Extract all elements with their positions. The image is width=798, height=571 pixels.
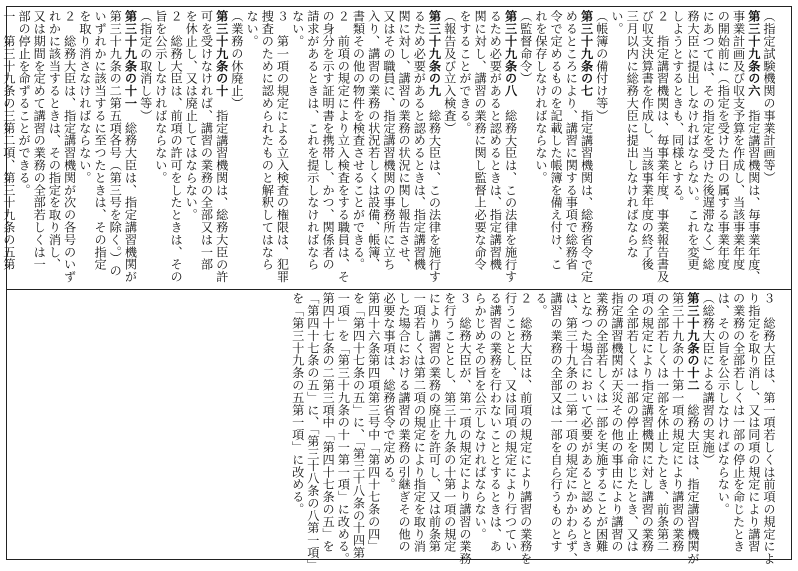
article-number: 第三十九条の十一 [123,10,138,110]
text-line [563,10,578,272]
text-line [654,292,669,554]
text-line [761,292,776,565]
text-line [442,10,457,272]
line-text: び収支決算書を作成し、当該事業年度の終了後 [640,10,655,271]
text-line [594,10,609,272]
line-text: ない。 [290,10,305,48]
text-line [715,10,730,272]
line-text: 令で定めるものを記載した帳簿を備え付け、こ [549,10,564,271]
line-text: 一項」を「第三十九条の十一第一項」に改める。 [336,292,351,565]
line-text: 指定講習機関は、総務省令で定 [579,109,594,283]
line-text: い。 [609,10,624,35]
line-text: 講習の業務の全部又は一部を自ら行うものとす [549,292,564,553]
line-text: 項の規定により指定講習機関に対し講習の業務 [640,292,655,553]
line-text: 又はその職員に、指定講習機関の事務所に立ち [381,10,396,271]
text-line [563,292,579,565]
line-text: 第三十九条の二第五項各号（第三号を除く。）の [108,10,123,277]
horizontal-divider [7,289,791,290]
line-text: 「第四十七条の五」に、「第三十八条の八第一項」 [305,292,320,571]
text-line [137,10,152,272]
line-text: り指定を取り消し、又は同項の規定により講習 [746,292,761,553]
text-line [198,10,213,272]
line-text: れを保存しなければならない。 [533,10,548,184]
line-text: ２ 前項の規定により立入検査をする職員は、そ [336,10,351,283]
text-line [533,292,548,554]
line-text: （指定試験機関の事業計画等） [762,10,776,184]
text-line [411,10,426,272]
line-text: 書類その他の物件を検査させることができる。 [351,10,366,271]
text-line [700,292,715,554]
article-number: 第三十九条の七 [579,10,594,97]
line-text: 旨を公示しなければならない。 [153,10,168,184]
line-text: 入り、講習の業務の状況若しくは設備、帳簿、 [366,10,381,271]
text-line [426,292,441,554]
line-text: 第四十六条第四項第三号中「第四十七条の四」 [366,292,381,553]
text-line [502,10,518,283]
text-line [548,292,563,554]
text-line [578,10,594,283]
text-line [685,10,700,272]
line-text: 一項若しくは第二項の規定により指定を取り消 [412,292,427,553]
line-text: 指定講習機関は、毎事業年度、 [746,109,761,283]
text-line [320,292,335,554]
line-text: を「第三十九条の五第一項」に改める。 [290,292,305,516]
line-text: 総務大臣は、この法律を施行す [427,109,442,283]
line-text: 業務の全部若しくは一部を実施することが困難 [594,292,609,553]
line-text: 行うこととし、又は同項の規定により行つてい [503,292,518,553]
text-line [502,292,517,554]
line-text: の全部若しくは一部の停止を命じたとき、又は [625,292,640,553]
line-text [0,10,1,258]
text-line [518,292,533,565]
line-text: 第三十九条の十第一項の規定により講習の業務 [670,292,685,553]
text-line [290,10,305,272]
text-line [442,292,457,554]
line-text: 総務大臣は、この法律を施行す [503,109,518,283]
line-text: ３ 総務大臣は、第一項若しくは前項の規定によ [762,292,776,565]
line-text: れかに該当するときは、その指定を取り消し、 [47,10,62,271]
text-line [153,10,168,272]
text-line [639,292,654,554]
text-line [594,292,609,554]
line-text: を取り消さなければならない。 [77,10,92,184]
text-line [670,10,685,272]
line-text: 総務大臣は、指定講習機関が [685,403,700,565]
line-text: めるところにより、講習に関する事項で総務省 [564,10,579,271]
line-text: いずれかに該当するに至つたときは、その指定 [93,10,108,271]
line-text: 又は期間を定めて講習の業務の全部若しくは一 [32,10,47,271]
text-line [31,10,46,272]
text-line [16,10,31,272]
line-text: 部の停止を命ずることができる。 [17,10,32,196]
text-line [350,292,366,559]
text-line [229,10,244,272]
text-line [122,10,138,283]
text-line [92,10,107,272]
line-text: （帳簿の備付け等） [594,10,609,122]
text-line [533,10,548,272]
text-line [654,10,670,283]
article-number: 第三十九条の十 [214,10,229,97]
text-line [426,10,442,283]
text-line [670,292,685,554]
text-line [624,10,639,272]
line-text: （報告及び立入検査） [442,10,457,134]
text-line [609,292,624,554]
line-text: （監督命令） [518,10,533,85]
text-line [320,10,335,272]
text-line [578,292,593,554]
text-line [518,10,533,272]
lower-text-block [10,292,776,571]
line-text: 捜査のために認められたものと解釈してはなら [260,10,275,271]
text-line [366,10,381,272]
article-number: 第三十九条の八 [503,10,518,97]
line-text: ない。 [245,10,260,48]
line-text: 関に対し、講習の業務に関し監督上必要な命令 [473,10,488,271]
line-text: を行うこととし、第三十九条の十第一項の規定 [442,292,457,553]
line-text: ２ 指定講習機関は、毎事業年度、事業報告書及 [655,10,670,283]
text-line [685,292,700,565]
text-line [107,10,123,277]
text-line [730,10,745,272]
text-line [46,10,61,272]
text-line [624,292,639,554]
text-line [335,10,351,283]
line-text: るため必要があると認めるときは、指定講習機 [412,10,427,271]
text-line [305,10,320,272]
text-line [730,292,745,554]
text-line [487,292,502,554]
text-line [274,10,290,283]
line-text: となつた場合において必要があると認めるとき [579,292,594,553]
line-text: る。 [533,292,548,317]
line-text: 第四十七条の二第三項中「第四十七条の五」を [321,292,336,553]
line-text: ３ 第一項の規定による立入検査の権限は、犯罪 [275,10,290,283]
text-line [457,292,472,565]
upper-text-block [1,10,776,283]
line-text: しようとするときも、同様とする。 [670,10,685,209]
line-text: を休止し、又は廃止してはならない。 [184,10,199,221]
line-text: 務大臣に提出しなければならない。これを変更 [685,10,700,271]
text-line [381,292,396,554]
text-line [487,10,502,272]
text-line [396,292,411,554]
line-text: 可を受けなければ、講習の業務の全部又は一部 [199,10,214,271]
line-text: を「第四十七条の五」に、「第三十八条の十四第 [351,292,366,559]
text-line [746,10,761,283]
line-text: の業務の全部若しくは一部の停止を命じたとき [731,292,746,553]
text-line [472,10,487,272]
line-text: 事業計画及び収支予算を作成し、当該事業年度 [731,10,746,271]
text-line [350,10,365,272]
text-line [761,10,776,272]
line-text: 指定講習機関が天災その他の事由により講習の [609,292,624,553]
line-text: は、第三十九条の二第一項の規定にかかわらず、 [564,292,579,565]
text-line [305,292,320,571]
line-text: 必要な事項は、総務省令で定める。 [381,292,396,491]
text-line [700,10,715,272]
text-line [0,10,1,272]
line-text: の身分を示す証明書を携帯し、かつ、関係者の [321,10,336,271]
text-line [715,292,730,554]
line-text: により講習の業務の廃止を許可し、又は前条第 [427,292,442,553]
text-line [396,10,411,272]
line-text: 指定講習機関は、総務大臣の許 [214,109,229,283]
text-line [1,10,16,272]
text-line [244,10,259,272]
text-line [639,10,654,272]
article-number: 第三十九条の六 [746,10,761,97]
text-line [183,10,198,272]
line-text: 請求があるときは、これを提示しなければなら [305,10,320,271]
line-text: の全部若しくは一部を休止したとき、前条第二 [655,292,670,553]
article-number: 第三十九条の九 [427,10,442,97]
line-text: 総務大臣は、指定講習機関が [123,121,138,283]
line-text: るため必要があると認めるときは、指定講習機 [488,10,503,271]
text-line [381,10,396,272]
line-text: 一 第三十九条の三第二項、第三十九条の五第 [1,10,16,271]
text-line [61,10,77,283]
text-line [335,292,351,565]
line-text: （業務の休廃止） [229,10,244,110]
line-text: （指定の取消し等） [138,10,153,122]
text-line [168,10,184,283]
text-line [746,292,761,554]
text-line [609,10,624,272]
line-text: ２ 総務大臣は、前項の規定により講習の業務を [518,292,533,565]
text-line [457,10,472,272]
text-line [548,10,563,272]
line-text: （総務大臣による講習の実施） [701,292,716,466]
article-number: 第三十九条の十二 [685,292,700,392]
text-line [472,292,487,554]
line-text: ３ 総務大臣が、第一項の規定により講習の業務 [457,292,472,565]
line-text: にあつては、その指定を受けた後遅滞なく）総 [701,10,716,271]
line-text: らかじめその旨を公示しなければならない。 [473,292,488,540]
line-text: した場合における講習の業務の引継ぎその他の [397,292,412,553]
line-text: は、その旨を公示しなければならない。 [716,292,731,516]
line-text: る講習の業務を行わないこととするときは、あ [488,292,503,553]
line-text: ２ 総務大臣は、前項の許可をしたときは、その [169,10,184,283]
text-line [290,292,305,554]
line-text: 関に対し、講習の業務の状況に関し報告させ、 [397,10,412,271]
line-text: をすることができる。 [457,10,472,134]
text-line [411,292,426,554]
line-text: の開始前に（指定を受けた日の属する事業年度 [716,10,731,271]
line-text: ２ 総務大臣は、指定講習機関が次の各号のいず [62,10,77,283]
line-text: 三月以内に総務大臣に提出しなければならな [625,10,640,258]
text-line [213,10,229,283]
text-line [259,10,274,272]
text-line [366,292,381,554]
text-line [77,10,92,272]
